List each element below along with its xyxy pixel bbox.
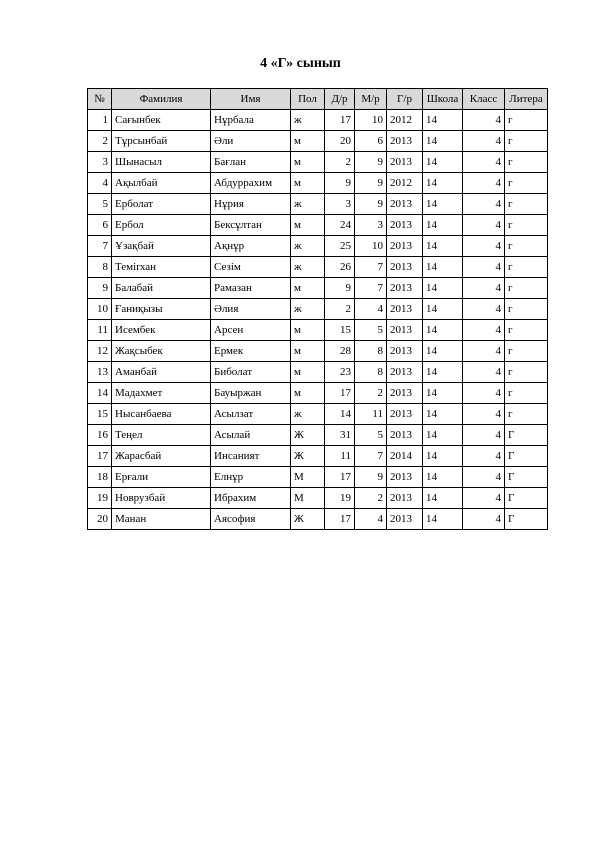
cell-surname: Исембек [112, 320, 211, 341]
cell-school: 14 [423, 194, 463, 215]
table-row [88, 446, 548, 467]
cell-letter: г [505, 299, 548, 320]
cell-birth-day: 3 [325, 194, 355, 215]
cell-birth-month: 4 [355, 299, 387, 320]
cell-sex: ж [291, 299, 325, 320]
cell-class: 4 [463, 341, 505, 362]
cell-surname: Теміrхан [112, 257, 211, 278]
cell-sex: ж [291, 110, 325, 131]
cell-letter: Г [505, 509, 548, 530]
cell-surname: Ұзақбай [112, 236, 211, 257]
cell-first-name: Рамазан [211, 278, 291, 299]
cell-birth-day: 31 [325, 425, 355, 446]
header-row [88, 89, 548, 110]
cell-birth-month: 11 [355, 404, 387, 425]
cell-birth-year: 2013 [387, 467, 423, 488]
cell-birth-month: 7 [355, 257, 387, 278]
cell-birth-year: 2013 [387, 320, 423, 341]
cell-school: 14 [423, 509, 463, 530]
cell-number: 1 [88, 110, 112, 131]
cell-birth-year: 2013 [387, 383, 423, 404]
cell-sex: М [291, 467, 325, 488]
cell-birth-year: 2013 [387, 299, 423, 320]
cell-surname: Ерболат [112, 194, 211, 215]
cell-first-name: Елнұр [211, 467, 291, 488]
cell-birth-month: 9 [355, 467, 387, 488]
cell-first-name: Сезім [211, 257, 291, 278]
cell-number: 12 [88, 341, 112, 362]
cell-class: 4 [463, 425, 505, 446]
cell-surname: Ерғали [112, 467, 211, 488]
cell-birth-month: 9 [355, 194, 387, 215]
cell-school: 14 [423, 383, 463, 404]
cell-birth-month: 3 [355, 215, 387, 236]
column-header-sex: Пол [291, 89, 325, 110]
cell-number: 20 [88, 509, 112, 530]
cell-first-name: Нұрбала [211, 110, 291, 131]
cell-class: 4 [463, 236, 505, 257]
cell-class: 4 [463, 467, 505, 488]
cell-class: 4 [463, 257, 505, 278]
cell-school: 14 [423, 467, 463, 488]
table-body [88, 110, 548, 530]
cell-sex: Ж [291, 509, 325, 530]
cell-class: 4 [463, 320, 505, 341]
cell-number: 3 [88, 152, 112, 173]
cell-letter: г [505, 257, 548, 278]
cell-letter: Г [505, 425, 548, 446]
cell-first-name: Әли [211, 131, 291, 152]
cell-class: 4 [463, 173, 505, 194]
table-row [88, 131, 548, 152]
cell-birth-year: 2013 [387, 362, 423, 383]
cell-sex: м [291, 341, 325, 362]
table-header [88, 89, 548, 110]
column-header-surname: Фамилия [112, 89, 211, 110]
cell-birth-day: 9 [325, 173, 355, 194]
cell-birth-month: 9 [355, 173, 387, 194]
cell-birth-year: 2013 [387, 404, 423, 425]
cell-birth-day: 11 [325, 446, 355, 467]
cell-letter: г [505, 341, 548, 362]
cell-letter: Г [505, 467, 548, 488]
cell-birth-year: 2012 [387, 173, 423, 194]
cell-sex: м [291, 278, 325, 299]
cell-letter: г [505, 383, 548, 404]
cell-birth-year: 2013 [387, 509, 423, 530]
cell-sex: м [291, 215, 325, 236]
cell-birth-month: 10 [355, 236, 387, 257]
cell-surname: Теңел [112, 425, 211, 446]
column-header-class: Класс [463, 89, 505, 110]
cell-letter: г [505, 215, 548, 236]
table-row [88, 152, 548, 173]
cell-birth-year: 2013 [387, 236, 423, 257]
cell-birth-year: 2013 [387, 215, 423, 236]
cell-school: 14 [423, 488, 463, 509]
cell-surname: Ақылбай [112, 173, 211, 194]
cell-school: 14 [423, 341, 463, 362]
cell-number: 10 [88, 299, 112, 320]
cell-class: 4 [463, 488, 505, 509]
cell-class: 4 [463, 404, 505, 425]
cell-birth-day: 23 [325, 362, 355, 383]
column-header-birth-year: Г/р [387, 89, 423, 110]
cell-birth-day: 26 [325, 257, 355, 278]
table-row [88, 383, 548, 404]
table-row [88, 215, 548, 236]
cell-first-name: Бауыржан [211, 383, 291, 404]
cell-school: 14 [423, 257, 463, 278]
cell-birth-month: 5 [355, 425, 387, 446]
table-row [88, 362, 548, 383]
cell-class: 4 [463, 383, 505, 404]
cell-birth-day: 17 [325, 383, 355, 404]
cell-number: 19 [88, 488, 112, 509]
cell-surname: Аманбай [112, 362, 211, 383]
table-row [88, 194, 548, 215]
cell-birth-day: 17 [325, 509, 355, 530]
column-header-first-name: Имя [211, 89, 291, 110]
cell-class: 4 [463, 110, 505, 131]
cell-school: 14 [423, 236, 463, 257]
cell-birth-year: 2014 [387, 446, 423, 467]
cell-first-name: Ақнұр [211, 236, 291, 257]
cell-class: 4 [463, 362, 505, 383]
cell-sex: м [291, 152, 325, 173]
cell-birth-year: 2013 [387, 341, 423, 362]
cell-birth-day: 17 [325, 467, 355, 488]
cell-school: 14 [423, 152, 463, 173]
cell-number: 2 [88, 131, 112, 152]
cell-birth-year: 2013 [387, 278, 423, 299]
cell-school: 14 [423, 446, 463, 467]
table-row [88, 236, 548, 257]
cell-letter: г [505, 131, 548, 152]
column-header-birth-month: М/р [355, 89, 387, 110]
cell-school: 14 [423, 404, 463, 425]
cell-letter: Г [505, 446, 548, 467]
cell-birth-month: 10 [355, 110, 387, 131]
cell-sex: м [291, 383, 325, 404]
cell-surname: Жарасбай [112, 446, 211, 467]
cell-school: 14 [423, 215, 463, 236]
cell-first-name: Аясофия [211, 509, 291, 530]
cell-birth-year: 2013 [387, 152, 423, 173]
cell-first-name: Абдуррахим [211, 173, 291, 194]
cell-surname: Сағынбек [112, 110, 211, 131]
cell-birth-year: 2013 [387, 131, 423, 152]
cell-birth-year: 2013 [387, 425, 423, 446]
cell-letter: г [505, 278, 548, 299]
cell-birth-day: 2 [325, 299, 355, 320]
cell-surname: Ғаниқызы [112, 299, 211, 320]
cell-surname: Шынасыл [112, 152, 211, 173]
cell-birth-day: 19 [325, 488, 355, 509]
cell-school: 14 [423, 299, 463, 320]
cell-first-name: Бағлан [211, 152, 291, 173]
cell-class: 4 [463, 509, 505, 530]
cell-letter: г [505, 152, 548, 173]
cell-letter: г [505, 362, 548, 383]
cell-class: 4 [463, 299, 505, 320]
cell-sex: ж [291, 404, 325, 425]
cell-number: 9 [88, 278, 112, 299]
cell-first-name: Ибрахим [211, 488, 291, 509]
cell-birth-day: 25 [325, 236, 355, 257]
table-row [88, 320, 548, 341]
cell-birth-month: 7 [355, 278, 387, 299]
cell-number: 15 [88, 404, 112, 425]
cell-letter: г [505, 236, 548, 257]
cell-class: 4 [463, 131, 505, 152]
cell-first-name: Асылай [211, 425, 291, 446]
cell-sex: м [291, 362, 325, 383]
cell-first-name: Ермек [211, 341, 291, 362]
cell-letter: г [505, 404, 548, 425]
table-row [88, 404, 548, 425]
cell-surname: Ербол [112, 215, 211, 236]
cell-birth-month: 5 [355, 320, 387, 341]
column-header-school: Школа [423, 89, 463, 110]
cell-letter: г [505, 320, 548, 341]
cell-birth-month: 9 [355, 152, 387, 173]
cell-sex: м [291, 320, 325, 341]
cell-birth-month: 6 [355, 131, 387, 152]
cell-school: 14 [423, 110, 463, 131]
cell-birth-month: 2 [355, 488, 387, 509]
table-row [88, 341, 548, 362]
cell-school: 14 [423, 425, 463, 446]
cell-surname: Манан [112, 509, 211, 530]
table-row [88, 509, 548, 530]
cell-school: 14 [423, 173, 463, 194]
column-header-birth-day: Д/р [325, 89, 355, 110]
cell-surname: Мадахмет [112, 383, 211, 404]
table-row [88, 257, 548, 278]
cell-birth-day: 9 [325, 278, 355, 299]
cell-birth-day: 2 [325, 152, 355, 173]
cell-surname: Балабай [112, 278, 211, 299]
table-row [88, 173, 548, 194]
cell-sex: м [291, 173, 325, 194]
cell-birth-day: 14 [325, 404, 355, 425]
cell-birth-year: 2013 [387, 194, 423, 215]
cell-letter: г [505, 173, 548, 194]
cell-surname: Новрузбай [112, 488, 211, 509]
cell-letter: г [505, 194, 548, 215]
cell-first-name: Биболат [211, 362, 291, 383]
cell-number: 6 [88, 215, 112, 236]
cell-birth-year: 2013 [387, 257, 423, 278]
table-row [88, 299, 548, 320]
cell-birth-day: 17 [325, 110, 355, 131]
column-header-letter: Литера [505, 89, 548, 110]
cell-number: 4 [88, 173, 112, 194]
cell-birth-month: 8 [355, 341, 387, 362]
cell-sex: Ж [291, 446, 325, 467]
cell-sex: ж [291, 194, 325, 215]
cell-birth-month: 2 [355, 383, 387, 404]
cell-surname: Жақсыбек [112, 341, 211, 362]
cell-number: 18 [88, 467, 112, 488]
cell-number: 8 [88, 257, 112, 278]
cell-first-name: Нұрия [211, 194, 291, 215]
cell-birth-year: 2012 [387, 110, 423, 131]
cell-class: 4 [463, 446, 505, 467]
cell-birth-day: 20 [325, 131, 355, 152]
cell-class: 4 [463, 152, 505, 173]
cell-birth-day: 28 [325, 341, 355, 362]
page-title: 4 «Г» сынып [260, 56, 341, 71]
cell-letter: Г [505, 488, 548, 509]
cell-letter: г [505, 110, 548, 131]
cell-sex: М [291, 488, 325, 509]
cell-first-name: Бексұлтан [211, 215, 291, 236]
cell-birth-day: 24 [325, 215, 355, 236]
cell-birth-year: 2013 [387, 488, 423, 509]
cell-sex: ж [291, 257, 325, 278]
cell-surname: Тұрсынбай [112, 131, 211, 152]
student-table [87, 88, 548, 530]
cell-sex: ж [291, 236, 325, 257]
cell-first-name: Инсаният [211, 446, 291, 467]
table-row [88, 110, 548, 131]
cell-first-name: Асылзат [211, 404, 291, 425]
cell-school: 14 [423, 131, 463, 152]
cell-number: 11 [88, 320, 112, 341]
cell-number: 17 [88, 446, 112, 467]
cell-school: 14 [423, 278, 463, 299]
cell-class: 4 [463, 215, 505, 236]
cell-first-name: Әлия [211, 299, 291, 320]
cell-surname: Нысанбаева [112, 404, 211, 425]
cell-birth-month: 7 [355, 446, 387, 467]
cell-first-name: Арсен [211, 320, 291, 341]
cell-class: 4 [463, 278, 505, 299]
cell-birth-day: 15 [325, 320, 355, 341]
cell-school: 14 [423, 362, 463, 383]
cell-number: 13 [88, 362, 112, 383]
cell-sex: м [291, 131, 325, 152]
table-row [88, 488, 548, 509]
cell-number: 16 [88, 425, 112, 446]
cell-birth-month: 8 [355, 362, 387, 383]
cell-sex: Ж [291, 425, 325, 446]
cell-number: 5 [88, 194, 112, 215]
cell-birth-month: 4 [355, 509, 387, 530]
table-row [88, 467, 548, 488]
table-row [88, 425, 548, 446]
table-row [88, 278, 548, 299]
column-header-number: № [88, 89, 112, 110]
cell-number: 14 [88, 383, 112, 404]
cell-number: 7 [88, 236, 112, 257]
cell-class: 4 [463, 194, 505, 215]
cell-school: 14 [423, 320, 463, 341]
